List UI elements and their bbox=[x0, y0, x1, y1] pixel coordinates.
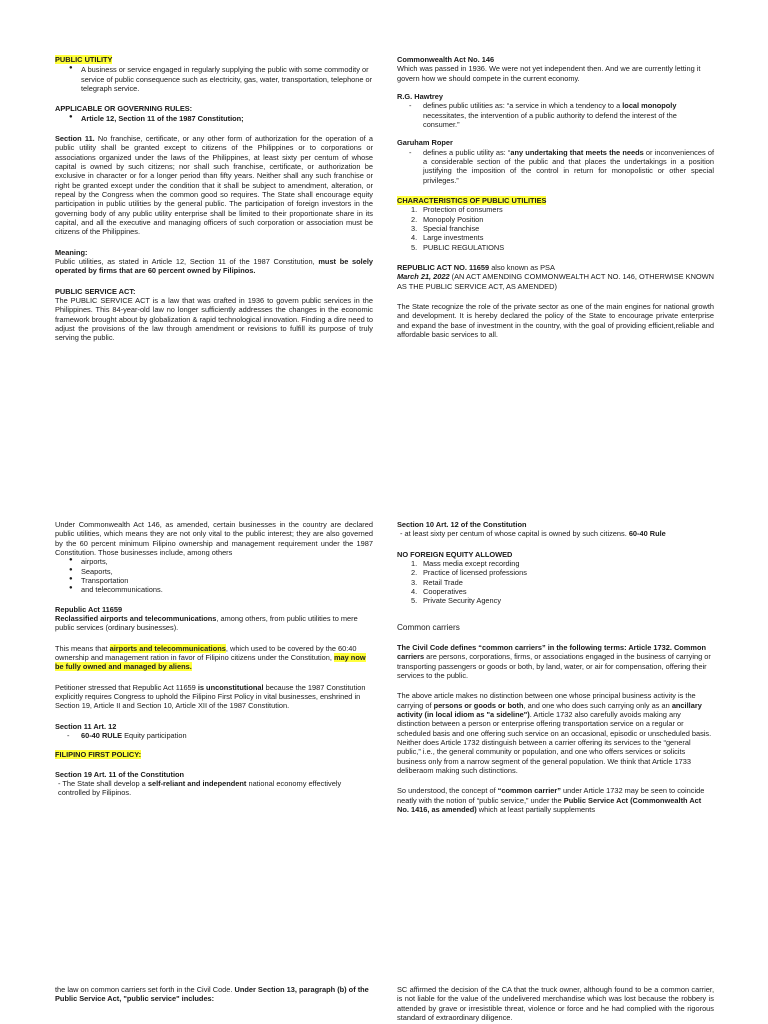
heading-filipino-first-policy: FILIPINO FIRST POLICY: bbox=[55, 750, 142, 760]
column-top-left bbox=[55, 55, 373, 343]
applicable-rules-list bbox=[55, 114, 373, 123]
list-item: 1. Mass media except recording bbox=[411, 558, 520, 568]
list-item: 2. Practice of licensed professions bbox=[411, 568, 527, 578]
heading-ra-11659: Republic Act 11659 bbox=[55, 604, 123, 614]
public-utility-list bbox=[55, 65, 373, 93]
hawtrey-list bbox=[397, 101, 714, 129]
section-11-list bbox=[55, 731, 373, 740]
list-item: 3. Retail Trade bbox=[411, 577, 463, 587]
list-item: - 60-40 RULE Equity participation bbox=[67, 731, 373, 740]
characteristics-list bbox=[397, 205, 714, 252]
column-bottom-left bbox=[55, 985, 373, 1004]
column-bottom-right bbox=[397, 985, 714, 1022]
public-service-paragraph: the law on common carriers set forth in the Civil Code. Under Section 13, paragraph (b) of the Public Service Act, "public service" includes: bbox=[55, 985, 369, 1004]
petitioner-paragraph: Petitioner stressed that Republic Act 11659 is unconstitutional because the 1987 Constitution explicitly requires Congress to uphold the Filipino First Policy in vital businesses, enshrined in Section 19, Article II and Section 10, Article XII of the 1987 Constitution. bbox=[55, 682, 366, 711]
list-item: ● A business or service engaged in regularly supplying the public with some commodity or service of public consequence such as electricity, gas, water, transportation, telephone or telegraph service. bbox=[69, 65, 373, 93]
psa-paragraph: The PUBLIC SERVICE ACT is a law that was crafted in 1936 to govern public services in the Philippines. This 84-year-old law no longer sufficiently addresses the changes in the economic framework brought about by globalization & rapid technological innovation. Finding a dire need to adjust the provisions of the law through amendment or revisions to fulfill its purpose of truly serving the public. bbox=[55, 295, 373, 343]
column-mid-left bbox=[55, 520, 373, 798]
list-item: ● Seaports, bbox=[69, 567, 373, 576]
list-item: ● Transportation bbox=[69, 576, 373, 585]
heading-meaning: Meaning: bbox=[55, 247, 88, 257]
heading-section-19: Section 19 Art. 11 of the Constitution bbox=[55, 769, 185, 779]
meaning-paragraph: Public utilities, as stated in Article 12, Section 11 of the 1987 Constitution, must be solely operated by firms that are 60 percent owned by Filipinos. bbox=[55, 256, 374, 276]
heading-common-carriers: Common carriers bbox=[397, 622, 460, 632]
list-item: - defines a public utility as: “any undertaking that meets the needs or inconveniences of a considerable section of the public and that places the undertakings in a position justifying the imposition of the control in return for monopolistic or other special privileges.” bbox=[409, 148, 714, 185]
roper-list bbox=[397, 148, 714, 185]
list-item: ● and telecommunications. bbox=[69, 585, 373, 594]
ra-11659-heading: REPUBLIC ACT NO. 11659 also known as PSA bbox=[397, 262, 555, 272]
section-11-paragraph: Section 11. No franchise, certificate, or any other form of authorization for the operation of a public utility shall be granted except to citizens of the Philippines or to corporations or associations organized under the laws of the Philippines, at least sixty per centum of whose capital is owned by such citizens; nor shall such franchise, certificate, or authorization be exclusive in character or for a longer period than fifty years. Neither shall any such franchise or right be granted except under the condition that it shall be subject to amendment, alteration, or repeal by the Congress when the common good so requires. The State shall encourage equity participation in public utilities by the general public. The participation of foreign investors in the governing body of any public utility enterprise shall be limited to their proportionate share in its capital, and all the executive and managing officers of such corporation or association must be citizens of the Philippines. bbox=[55, 133, 373, 237]
heading-ca146: Commonwealth Act No. 146 bbox=[397, 55, 495, 64]
list-item: 1. Protection of consumers bbox=[411, 205, 503, 215]
heading-roper: Garuham Roper bbox=[397, 138, 453, 148]
state-policy-paragraph: The State recognize the role of the private sector as one of the main engines for national growth and development. It is hereby declared the policy of the State to encourage private enterprise and expand the base of investment in the country, with the goal of providing efficient,reliable and affordable basic services to all. bbox=[397, 301, 714, 339]
heading-no-foreign-equity: NO FOREIGN EQUITY ALLOWED bbox=[397, 549, 513, 559]
ca146-intro-paragraph: Under Commonwealth Act 146, as amended, certain businesses in the country are declared public utilities, which means they are not only vital to the public interest; they are also governed by the 60 percent minimum Filipino ownership and management requirement under the 1987 Constitution. Those businesses include, among others bbox=[55, 520, 373, 557]
list-item: 4. Cooperatives bbox=[411, 586, 467, 596]
so-understood-paragraph: So understood, the concept of “common carrier” under Article 1732 may be seen to coincide neatly with the notion of “public service,” under the Public Service Act (Commonwealth Act No. 1416, as amended) which at least partially supplements bbox=[397, 786, 705, 814]
heading-characteristics: CHARACTERISTICS OF PUBLIC UTILITIES bbox=[397, 195, 547, 205]
list-item: 5. Private Security Agency bbox=[411, 596, 502, 606]
list-item: ● Article 12, Section 11 of the 1987 Constitution; bbox=[69, 114, 373, 123]
column-mid-right bbox=[397, 520, 714, 814]
sc-affirmed-paragraph: SC affirmed the decision of the CA that the truck owner, although found to be a common carrier, is not liable for the value of the undelivered merchandise which was lost because the robbery is attended by grave or irresistible threat, violence or force and he had complied with the rigorous standard of extraordinary diligence. bbox=[397, 985, 714, 1022]
list-item: 5. PUBLIC REGULATIONS bbox=[411, 242, 505, 252]
ca146-paragraph: Which was passed in 1936. We were not yet independent then. And we are currently letting it govern how we should compete in the current economy. bbox=[397, 64, 701, 83]
reclassified-paragraph: Reclassified airports and telecommunications, among others, from public utilities to mere public services (ordinary businesses). bbox=[55, 613, 358, 633]
section-10-paragraph: - at least sixty per centum of whose capital is owned by such citizens. 60-40 Rule bbox=[400, 529, 666, 539]
this-means-paragraph: This means that airports and telecommunications, which used to be covered by the 60:40 ownership and management ration in favor of Filipino citizens under the Constitution, may now be fully owned and managed by aliens. bbox=[55, 643, 366, 672]
heading-hawtrey: R.G. Hawtrey bbox=[397, 91, 444, 101]
heading-section-10: Section 10 Art. 12 of the Constitution bbox=[397, 520, 527, 529]
heading-public-service-act: PUBLIC SERVICE ACT: bbox=[55, 286, 136, 296]
heading-applicable-rules: APPLICABLE OR GOVERNING RULES: bbox=[55, 104, 193, 114]
heading-section-11-art-12: Section 11 Art. 12 bbox=[55, 721, 117, 731]
ra-11659-title: March 21, 2022 (AN ACT AMENDING COMMONWEALTH ACT NO. 146, OTHERWISE KNOWN AS THE PUBLIC SERVICE ACT, AS AMENDED) bbox=[397, 272, 714, 291]
no-foreign-equity-list bbox=[397, 559, 714, 606]
list-item: ● airports, bbox=[69, 557, 373, 566]
heading-public-utility: PUBLIC UTILITY bbox=[55, 55, 113, 64]
list-item: - defines public utilities as: “a service in which a tendency to a local monopoly necessitates, the intervention of a public authority to defend the interest of the consumer.” bbox=[409, 101, 714, 129]
common-carriers-definition: The Civil Code defines “common carriers” in the following terms: Article 1732. Common carriers are persons, corporations, firms, or associations engaged in the business of carrying or transporting passengers or goods or both, by land, water, or air for compensation, offering their services to the public. bbox=[397, 642, 711, 680]
article-1732-paragraph: The above article makes no distinction between one whose principal business activity is the carrying of persons or goods or both, and one who does such carrying only as an ancillary activity (in local idiom as "a sideline"). Article 1732 also carefully avoids making any distinction between a person or enterprise offering transportation service on a regular or scheduled basis and one offering such service on an occasional, episodic or unscheduled basis. Neither does Article 1732 distinguish between a carrier offering its services to the “general public,” i.e., the general community or population, and one who offers services or solicits business only from a narrow segment of the general population. We think that Article 1733 deliberaom making such distinctions. bbox=[397, 691, 712, 775]
column-top-right bbox=[397, 55, 714, 339]
section-19-paragraph: - The State shall develop a self-reliant and independent national economy effectively controlled by Filipinos. bbox=[58, 778, 342, 798]
businesses-list bbox=[55, 557, 373, 594]
list-item: 4. Large investments bbox=[411, 233, 484, 243]
list-item: 3. Special franchise bbox=[411, 223, 480, 233]
list-item: 2. Monopoly Position bbox=[411, 214, 484, 224]
